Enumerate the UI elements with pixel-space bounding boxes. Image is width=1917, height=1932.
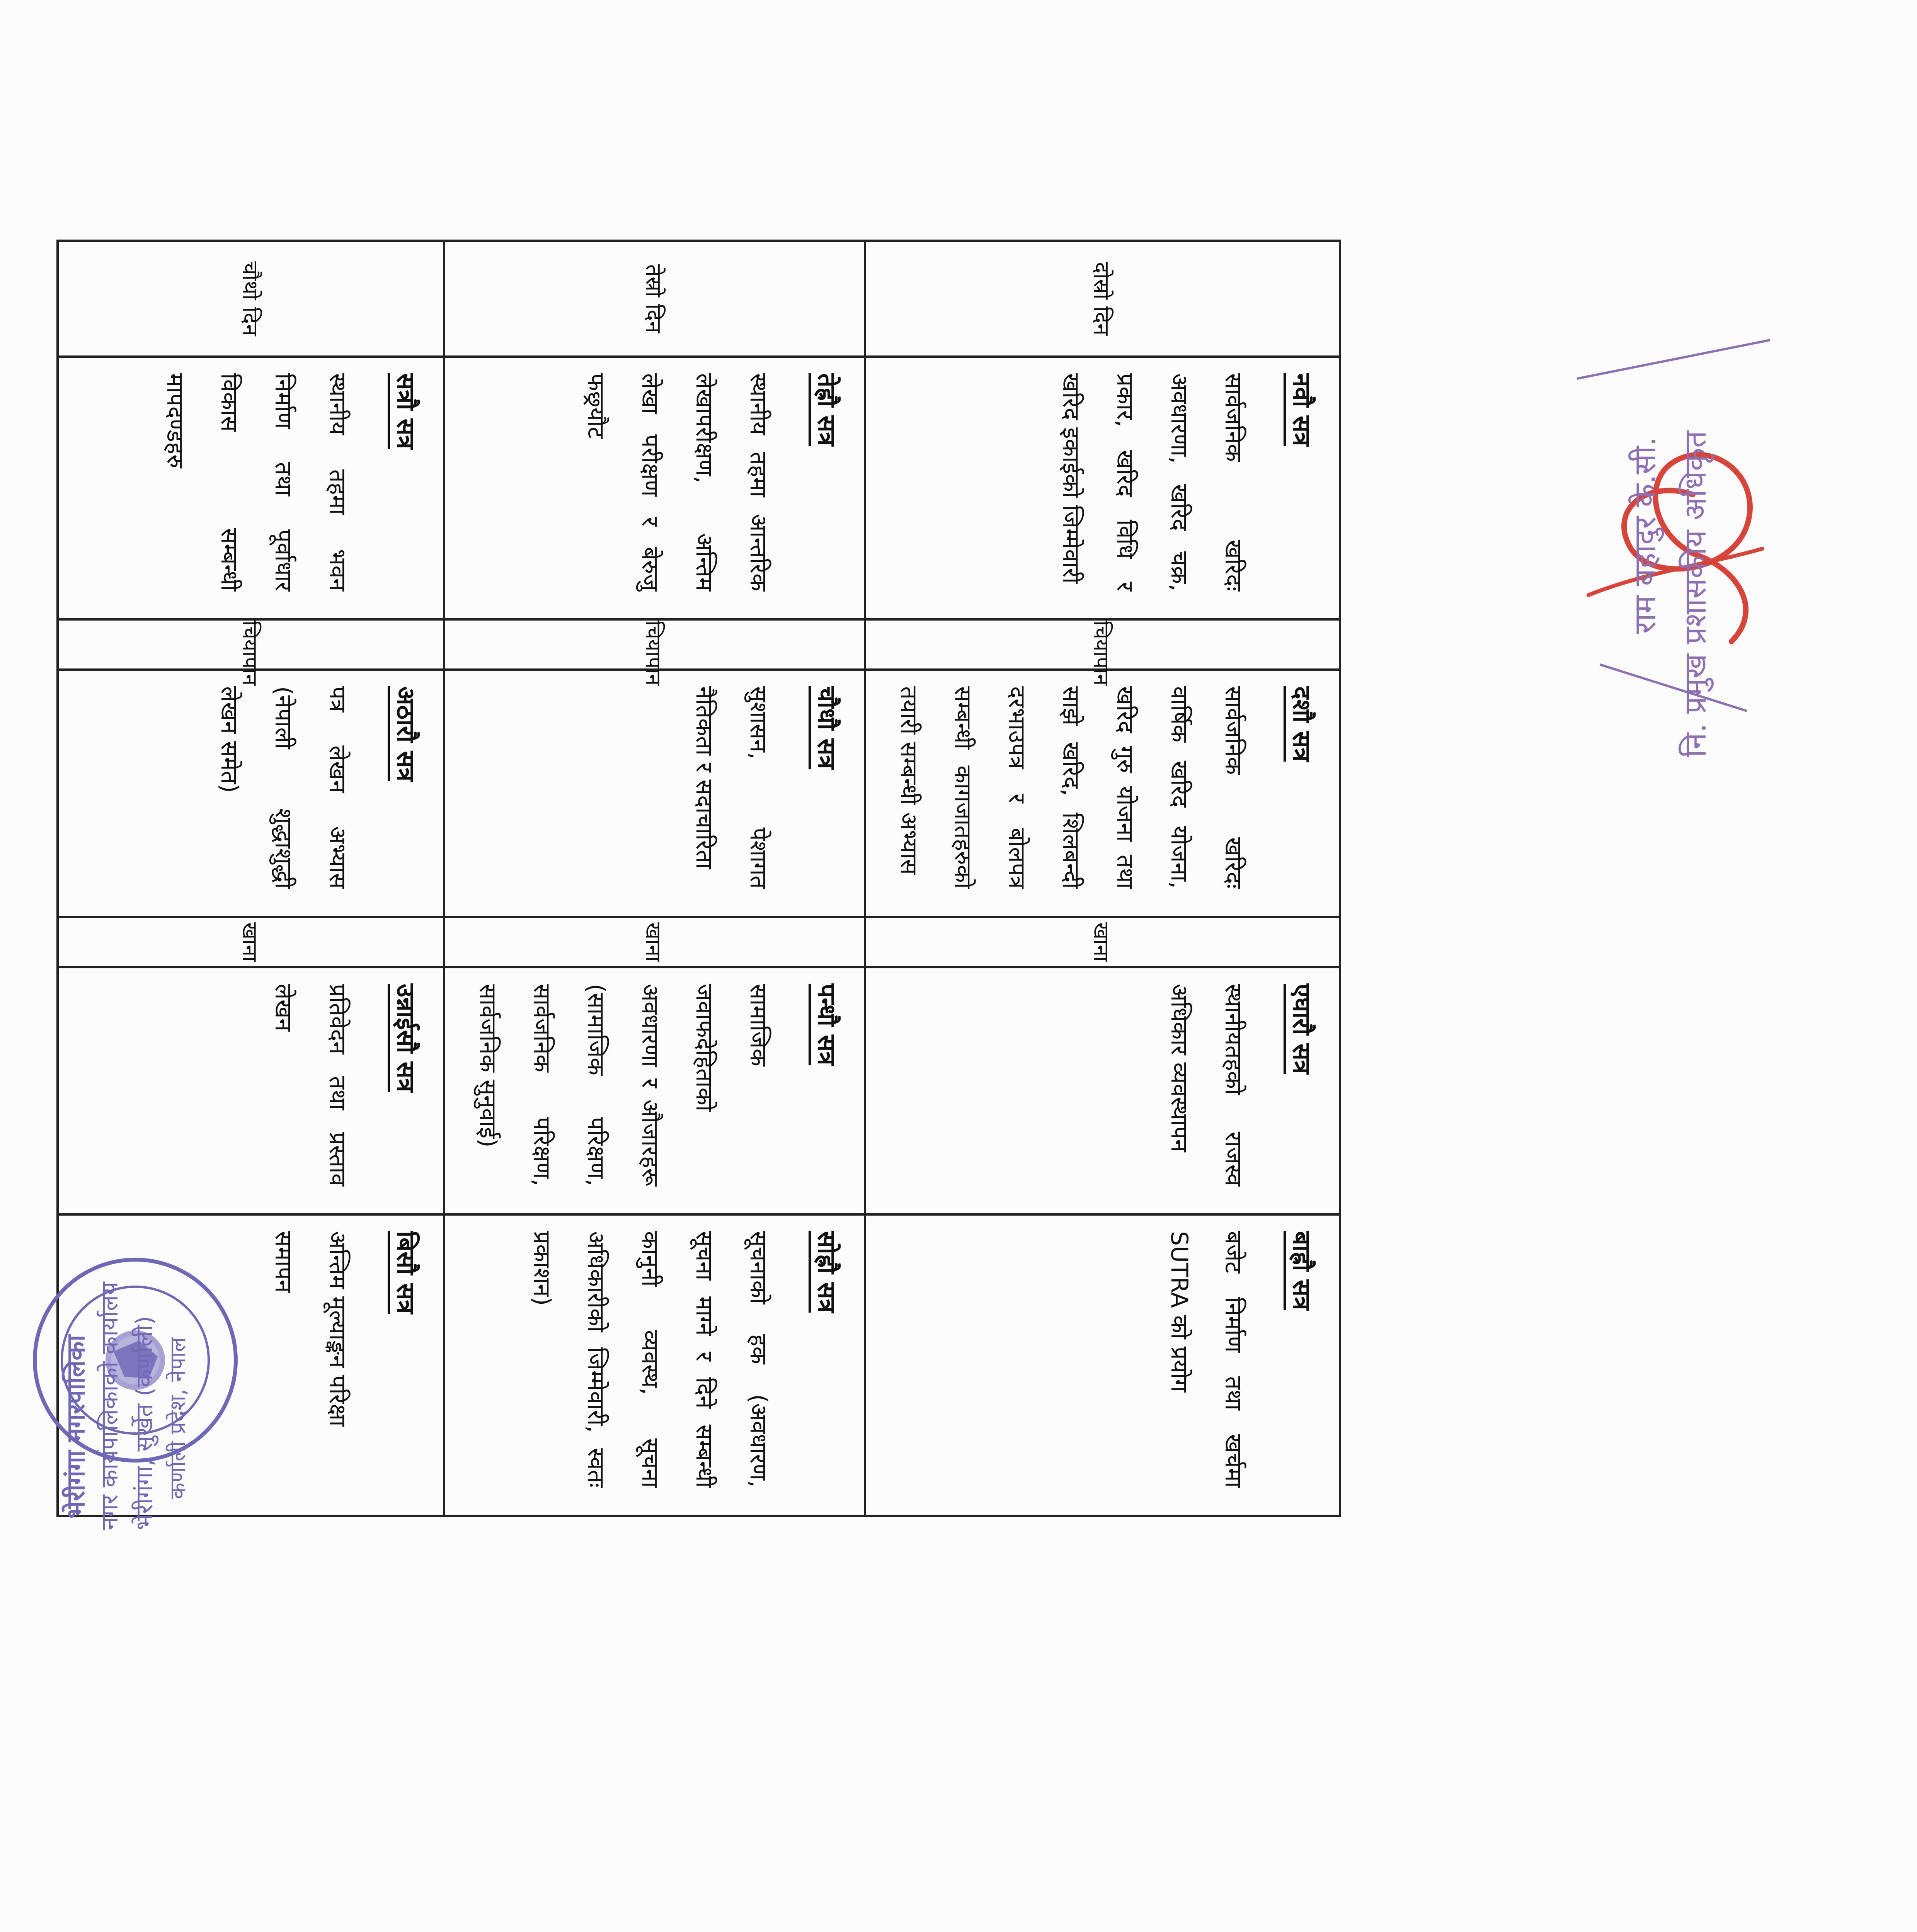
break-cell: चियापान	[865, 619, 1340, 670]
session-description: सार्वजनिक खरिदः वार्षिक खरिद योजना, खरिद गुरु योजना तथा साझे खरिद, शिलबन्दी दरभाउपत्र र बोलपत्र सम्बन्धी कागजातहरुको तयारी सम्बन्धी अभ्यास	[895, 686, 1247, 889]
schedule-row	[865, 241, 1340, 1516]
session-title: अठारौ सत्र	[388, 686, 424, 781]
session-title: सोह्रौ सत्र	[809, 1231, 844, 1313]
break-cell: खाना	[865, 917, 1340, 967]
day-label: दोस्रो दिन	[865, 241, 1340, 357]
session-description: सामाजिक जवाफदेहिताको अवधारणा र औजारहरू (सामाजिक परिक्षण, सार्वजनिक परिक्षण, सार्वजनिक सुनुवाई)	[474, 984, 772, 1186]
session-description: स्थानीय तहमा भवन निर्माण तथा पूर्वाधार विकास सम्बन्धी मापदण्डहरु	[162, 373, 351, 591]
session-cell	[444, 670, 865, 917]
session-title: नवौ सत्र	[1284, 373, 1319, 446]
session-description: स्थानीय तहमा आन्तरिक लेखापरीक्षण, अन्तिम लेखा परीक्षण र बेरुजु फछ्र्यौट	[582, 373, 772, 591]
session-cell	[865, 1214, 1340, 1516]
session-description: सार्वजनिक खरिदः अवधारणा, खरिद चक्र, प्रकार, खरिद विधि र खरिद इकाईको जिम्मेवारी	[1057, 373, 1247, 591]
stamp-line-2: नगर कार्यपालिकाको कार्यालय	[96, 1282, 123, 1530]
session-title: उन्नाईसौ सत्र	[388, 984, 424, 1092]
session-description: प्रतिवेदन तथा प्रस्ताव लेखन	[270, 984, 351, 1186]
session-cell	[58, 357, 444, 619]
session-description: सूचनाको हक (अवधारण, सूचना माग्ने र दिने सम्बन्धी कानुनी व्यवस्थ, सूचना अधिकारीको जिम्मेवारी, स्वतः प्रकाशन)	[528, 1231, 772, 1488]
session-description: स्थानीयतहको राजस्व अधिकार व्यवस्थापन	[1166, 984, 1247, 1186]
break-cell: खाना	[58, 917, 444, 967]
session-title: दशौ सत्र	[1284, 686, 1319, 762]
session-title: एघारौ सत्र	[1284, 984, 1319, 1074]
session-cell	[865, 967, 1340, 1214]
session-description: सुशासन, पेशागत नैतिकता र सदाचारिता	[691, 686, 772, 889]
session-cell	[444, 357, 865, 619]
stamp-line-1: भेरीगंगा नगरपालिका	[62, 1335, 90, 1519]
session-title: पन्धौ सत्र	[809, 984, 844, 1065]
session-cell	[865, 670, 1340, 917]
session-cell	[444, 1214, 865, 1516]
stamp-line-3: भेरीगंगा, सुर्खेत (कर्णाली)	[131, 1316, 158, 1530]
break-cell: खाना	[444, 917, 865, 967]
day-label: तेस्रो दिन	[444, 241, 865, 357]
signatory-designation: नि. प्रमुख प्रशासकीय अधिकृत	[1678, 430, 1713, 757]
schedule-row	[444, 241, 865, 1516]
day-label: चौथो दिन	[58, 241, 444, 357]
session-title: तेह्रौ सत्र	[809, 373, 844, 446]
break-cell: चियापान	[444, 619, 865, 670]
session-title: सत्रौ सत्र	[388, 373, 424, 449]
stamp-line-4: कर्णाली प्रदेश, नेपाल	[165, 1337, 191, 1499]
session-description: बजेट निर्माण तथा खर्चमा SUTRA को प्रयोग	[1166, 1231, 1247, 1488]
break-cell: चियापान	[58, 619, 444, 670]
session-description: अन्तिम मूल्याङ्कन परिक्षा समापन	[270, 1231, 351, 1427]
session-cell	[865, 357, 1340, 619]
session-title: बाह्रौ सत्र	[1284, 1231, 1319, 1310]
session-cell	[58, 967, 444, 1214]
session-title: चौधौ सत्र	[809, 686, 844, 769]
session-title: बिसौ सत्र	[388, 1231, 424, 1314]
session-cell	[58, 670, 444, 917]
session-cell	[444, 967, 865, 1214]
session-description: पत्र लेखन अभ्यास (नेपाली शुद्धाशुद्धी लेखन समेत)	[216, 686, 351, 889]
signatory-name: राम बहादुर के.सी.	[1628, 436, 1663, 634]
